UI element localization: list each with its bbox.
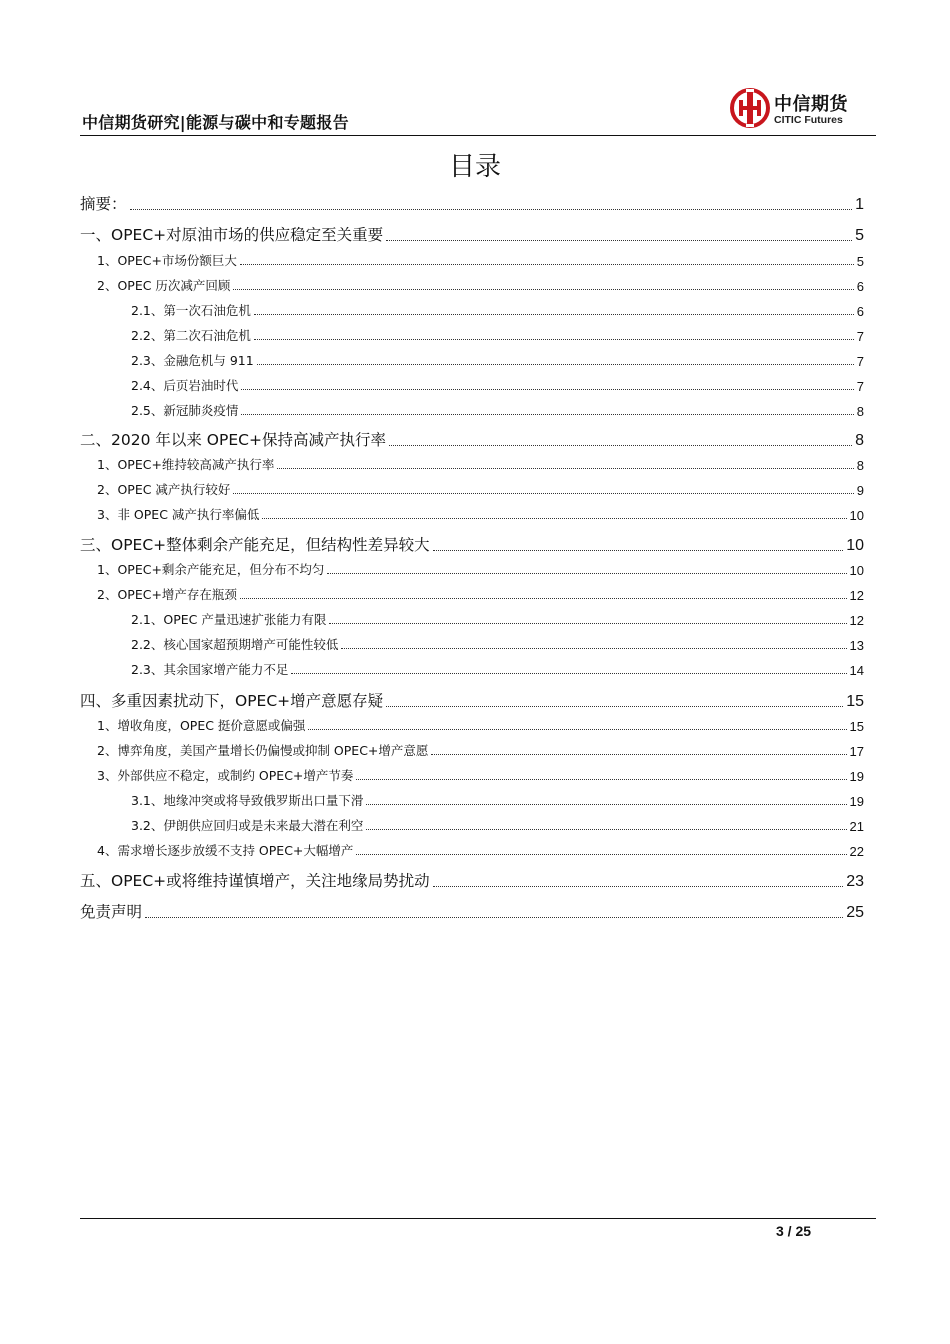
toc-entry[interactable]: [80, 192, 864, 214]
toc-entry-page: 25: [846, 904, 864, 921]
toc-entry-label: 1、OPEC+维持较高减产执行率: [97, 457, 275, 472]
toc-entry-label: 2、OPEC 历次减产回顾: [97, 278, 231, 293]
toc-entry-page: 19: [849, 769, 864, 784]
toc-entry-label: 五、OPEC+或将维持谨慎增产，关注地缘局势扰动: [80, 872, 430, 890]
toc-entry[interactable]: [80, 560, 864, 578]
toc-entry-label: 2.2、核心国家超预期增产可能性较低: [131, 637, 339, 652]
toc-entry[interactable]: [80, 791, 864, 809]
toc-entry-label: 3.2、伊朗供应回归或是未来最大潜在利空: [131, 818, 364, 833]
toc-dot-leader: [366, 803, 846, 805]
toc-entry-page: 9: [856, 483, 864, 498]
page-header: [80, 82, 876, 137]
toc-entry[interactable]: [80, 716, 864, 734]
toc-entry-label: 2、OPEC 减产执行较好: [97, 482, 231, 497]
toc-entry-page: 19: [849, 794, 864, 809]
toc-dot-leader: [257, 363, 854, 365]
toc-entry-label: 2.2、第二次石油危机: [131, 328, 251, 343]
toc-entry-label: 免责声明: [80, 903, 143, 921]
toc-dot-leader: [291, 672, 846, 674]
toc-entry[interactable]: [80, 841, 864, 859]
toc-entry[interactable]: [80, 741, 864, 759]
toc-entry-page: 7: [856, 354, 864, 369]
toc-entry[interactable]: [80, 505, 864, 523]
citic-futures-logo: [730, 88, 876, 130]
toc-entry[interactable]: [80, 276, 864, 294]
toc-entry-page: 10: [849, 563, 864, 578]
toc-entry-page: 8: [856, 404, 864, 419]
toc-dot-leader: [433, 549, 844, 551]
toc-dot-leader: [262, 517, 846, 519]
toc-entry-page: 15: [846, 693, 864, 710]
toc-dot-leader: [366, 828, 846, 830]
toc-entry-page: 22: [849, 844, 864, 859]
toc-entry-label: 2、OPEC+增产存在瓶颈: [97, 587, 237, 602]
toc-dot-leader: [240, 263, 854, 265]
toc-entry-page: 7: [856, 329, 864, 344]
toc-entry-page: 8: [855, 432, 864, 449]
toc-dot-leader: [433, 885, 844, 887]
footer-divider: [80, 1218, 876, 1219]
toc-dot-leader: [240, 597, 847, 599]
toc-entry-page: 8: [856, 458, 864, 473]
report-header-title: 中信期货研究|能源与碳中和专题报告: [82, 113, 349, 132]
toc-entry-label: 四、多重因素扰动下，OPEC+增产意愿存疑: [80, 692, 384, 710]
toc-entry-page: 7: [856, 379, 864, 394]
toc-dot-leader: [356, 853, 846, 855]
header-divider: [80, 135, 876, 136]
toc-entry-label: 2.1、OPEC 产量迅速扩张能力有限: [131, 612, 327, 627]
toc-entry[interactable]: [80, 376, 864, 394]
toc-entry[interactable]: [80, 585, 864, 603]
toc-dot-leader: [241, 388, 853, 390]
toc-entry-page: 5: [855, 227, 864, 244]
toc-dot-leader: [130, 208, 853, 210]
toc-dot-leader: [431, 753, 846, 755]
toc-entry-label: 一、OPEC+对原油市场的供应稳定至关重要: [80, 226, 384, 244]
toc-dot-leader: [308, 728, 846, 730]
toc-dot-leader: [145, 916, 843, 918]
toc-entry-label: 3、非 OPEC 减产执行率偏低: [97, 507, 260, 522]
toc-entry-page: 6: [856, 279, 864, 294]
toc-entry-label: 3、外部供应不稳定，或制约 OPEC+增产节奏: [97, 768, 354, 783]
toc-entry[interactable]: [80, 610, 864, 628]
toc-entry-page: 5: [856, 254, 864, 269]
toc-dot-leader: [341, 647, 846, 649]
citic-logo-icon: [730, 88, 770, 128]
toc-title: 目录: [448, 152, 501, 182]
toc-entry-page: 12: [849, 613, 864, 628]
toc-dot-leader: [386, 239, 852, 241]
toc-dot-leader: [233, 492, 853, 494]
toc-entry[interactable]: [80, 766, 864, 784]
toc-dot-leader: [329, 622, 846, 624]
toc-dot-leader: [356, 778, 846, 780]
toc-entry-page: 10: [846, 537, 864, 554]
toc-entry[interactable]: [80, 301, 864, 319]
toc-entry[interactable]: [80, 326, 864, 344]
toc-entry-label: 3.1、地缘冲突或将导致俄罗斯出口量下滑: [131, 793, 364, 808]
toc-entry[interactable]: [80, 533, 864, 555]
toc-dot-leader: [233, 288, 853, 290]
toc-entry[interactable]: [80, 900, 864, 922]
toc-dot-leader: [254, 338, 854, 340]
toc-entry-page: 6: [856, 304, 864, 319]
toc-entry-label: 2.5、新冠肺炎疫情: [131, 403, 239, 418]
toc-entry-label: 1、OPEC+剩余产能充足，但分布不均匀: [97, 562, 325, 577]
toc-entry-page: 17: [849, 744, 864, 759]
toc-entry-page: 14: [849, 663, 864, 678]
toc-entry-page: 21: [849, 819, 864, 834]
logo-text-en: CITIC Futures: [774, 114, 843, 126]
toc-entry-page: 15: [849, 719, 864, 734]
toc-entry-page: 13: [849, 638, 864, 653]
toc-entry[interactable]: [80, 480, 864, 498]
toc-entry[interactable]: [80, 869, 864, 891]
toc-entry[interactable]: [80, 660, 864, 678]
toc-entry-label: 2.4、后页岩油时代: [131, 378, 239, 393]
toc-entry[interactable]: [80, 635, 864, 653]
toc-entry-page: 10: [849, 508, 864, 523]
toc-entry-label: 1、OPEC+市场份额巨大: [97, 253, 237, 268]
toc-dot-leader: [386, 705, 843, 707]
toc-entry[interactable]: [80, 251, 864, 269]
toc-dot-leader: [389, 444, 852, 446]
toc-entry[interactable]: [80, 401, 864, 419]
toc-entry-page: 1: [855, 196, 864, 213]
toc-entry[interactable]: [80, 223, 864, 245]
toc-dot-leader: [241, 413, 853, 415]
toc-entry-page: 23: [846, 873, 864, 890]
toc-entry-label: 2.1、第一次石油危机: [131, 303, 251, 318]
toc-entry-label: 2、博弈角度，美国产量增长仍偏慢或抑制 OPEC+增产意愿: [97, 743, 429, 758]
toc-dot-leader: [277, 467, 853, 469]
toc-entry-label: 三、OPEC+整体剩余产能充足，但结构性差异较大: [80, 536, 430, 554]
page-number: 3 / 25: [776, 1223, 812, 1239]
logo-text-cn: 中信期货: [774, 94, 848, 115]
toc-entry-label: 4、需求增长逐步放缓不支持 OPEC+大幅增产: [97, 843, 354, 858]
toc-entry[interactable]: [80, 455, 864, 473]
toc-dot-leader: [254, 313, 854, 315]
toc-entry[interactable]: [80, 816, 864, 834]
toc-entry-label: 2.3、其余国家增产能力不足: [131, 662, 289, 677]
toc-entry[interactable]: [80, 351, 864, 369]
toc-entry-page: 12: [849, 588, 864, 603]
toc-entry[interactable]: [80, 689, 864, 711]
toc-entry-label: 二、2020 年以来 OPEC+保持高减产执行率: [80, 431, 386, 449]
toc-entry-label: 摘要：: [80, 195, 127, 213]
toc-dot-leader: [327, 572, 846, 574]
toc-entry[interactable]: [80, 428, 864, 450]
toc-entry-label: 2.3、金融危机与 911: [131, 353, 254, 368]
toc-entry-label: 1、增收角度，OPEC 挺价意愿或偏强: [97, 718, 306, 733]
